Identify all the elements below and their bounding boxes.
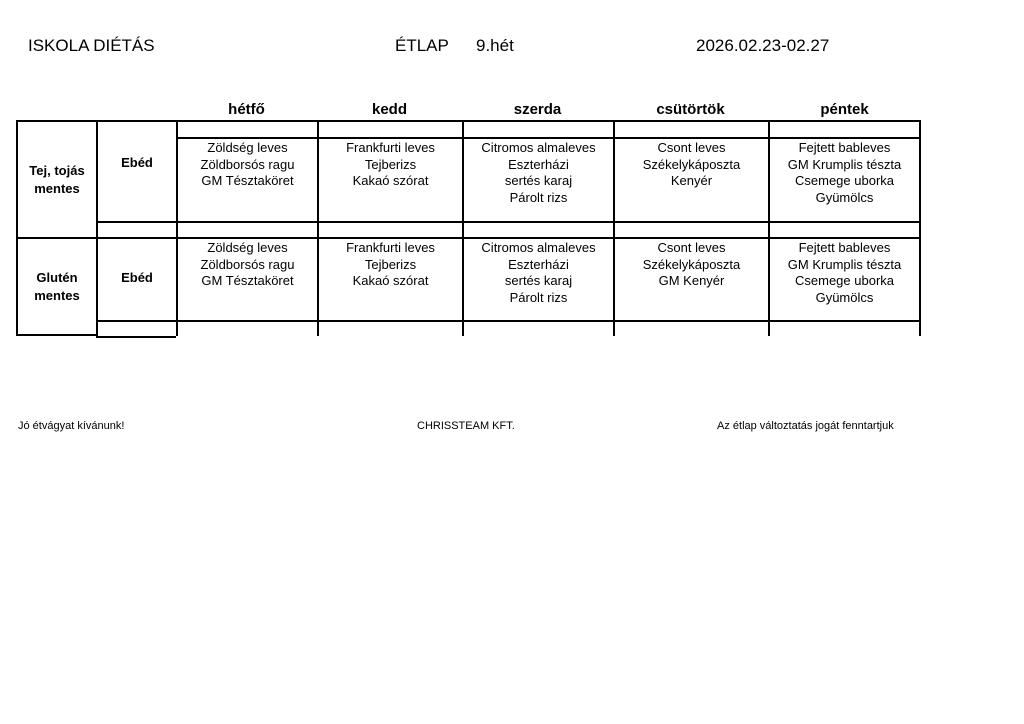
footer-disclaimer: Az étlap változtatás jogát fenntartjuk (717, 420, 894, 432)
dish-item: Tejberizs (364, 156, 417, 172)
spacer-row (176, 120, 317, 137)
spacer-row (317, 320, 462, 336)
dish-item: Gyümölcs (815, 189, 874, 205)
dish-cell (176, 237, 317, 320)
dish-item: Kenyér (670, 173, 713, 188)
group-label-cell (16, 237, 96, 336)
footer-greeting: Jó étvágyat kívánunk! (18, 420, 125, 432)
table-bottom-edge (96, 336, 176, 338)
footer-company: CHRISSTEAM KFT. (417, 420, 515, 432)
dish-item: Párolt rizs (509, 189, 568, 205)
dish-item: Zöldborsós ragu (200, 256, 295, 272)
spacer-row (317, 221, 462, 237)
date-range: 2026.02.23-02.27 (696, 36, 830, 55)
dish-cell (462, 237, 613, 320)
dish-item: Székelykáposzta (642, 256, 741, 272)
day-header-3: csütörtök (656, 101, 725, 118)
spacer-row (317, 120, 462, 137)
dish-item: Székelykáposzta (642, 156, 741, 172)
dish-item: Frankfurti leves (346, 240, 435, 255)
day-header-1: kedd (371, 101, 407, 118)
dish-cell (613, 137, 768, 221)
day-header-row (176, 101, 921, 118)
group-label-cell (16, 120, 96, 237)
week-label: 9.hét (476, 36, 514, 55)
menu-title: ÉTLAP (395, 36, 449, 55)
spacer-row (613, 320, 768, 336)
group-label: Glutén mentes (34, 269, 80, 303)
day-header-4: péntek (820, 101, 869, 118)
dish-item: GM Tésztaköret (201, 273, 294, 288)
dish-item: sertés karaj (504, 173, 573, 188)
spacer-row (768, 221, 921, 237)
group-label: Tej, tojás mentes (29, 162, 85, 196)
dish-item: Csont leves (657, 140, 726, 155)
day-header-0: hétfő (228, 101, 265, 118)
dish-item: Csont leves (657, 240, 726, 255)
dish-item: Gyümölcs (815, 289, 874, 305)
spacer-row (768, 120, 921, 137)
meal-cell (96, 120, 176, 237)
school-title: ISKOLA DIÉTÁS (28, 36, 155, 55)
dish-item: Párolt rizs (509, 289, 568, 305)
dish-cell (462, 137, 613, 221)
dish-cell (176, 137, 317, 221)
meal-spacer-row (96, 221, 176, 237)
dish-item: Kakaó szórat (352, 273, 429, 288)
dish-item: Citromos almaleves (481, 140, 596, 155)
dish-item: Csemege uborka (795, 273, 894, 288)
dish-cell (613, 237, 768, 320)
spacer-row (462, 320, 613, 336)
dish-item: GM Krumplis tészta (787, 256, 902, 272)
spacer-row (768, 320, 921, 336)
dish-item: Tejberizs (364, 256, 417, 272)
dish-cell (768, 237, 921, 320)
spacer-row (176, 320, 317, 336)
dish-item: Zöldborsós ragu (200, 156, 295, 172)
dish-item: Frankfurti leves (346, 140, 435, 155)
dish-item: Citromos almaleves (481, 240, 596, 255)
dish-cell (317, 137, 462, 221)
dish-item: Kakaó szórat (352, 173, 429, 188)
spacer-row (462, 120, 613, 137)
dish-item: Csemege uborka (795, 173, 894, 188)
dish-item: Zöldség leves (207, 240, 288, 255)
dish-item: GM Tésztaköret (201, 173, 294, 188)
dish-item: GM Kenyér (658, 273, 725, 288)
spacer-row (176, 221, 317, 237)
spacer-row (462, 221, 613, 237)
spacer-row (613, 221, 768, 237)
dish-item: Eszterházi (508, 156, 569, 172)
dish-item: Zöldség leves (207, 140, 288, 155)
spacer-row (613, 120, 768, 137)
dish-item: Fejtett bableves (798, 240, 891, 255)
dish-item: GM Krumplis tészta (787, 156, 902, 172)
dish-cell (768, 137, 921, 221)
dish-item: Fejtett bableves (798, 140, 891, 155)
dish-cell (317, 237, 462, 320)
dish-item: Eszterházi (508, 256, 569, 272)
meal-spacer-row (96, 320, 176, 336)
dish-item: sertés karaj (504, 273, 573, 288)
meal-label: Ebéd (121, 270, 153, 285)
meal-label: Ebéd (121, 155, 153, 170)
day-header-2: szerda (513, 101, 562, 118)
